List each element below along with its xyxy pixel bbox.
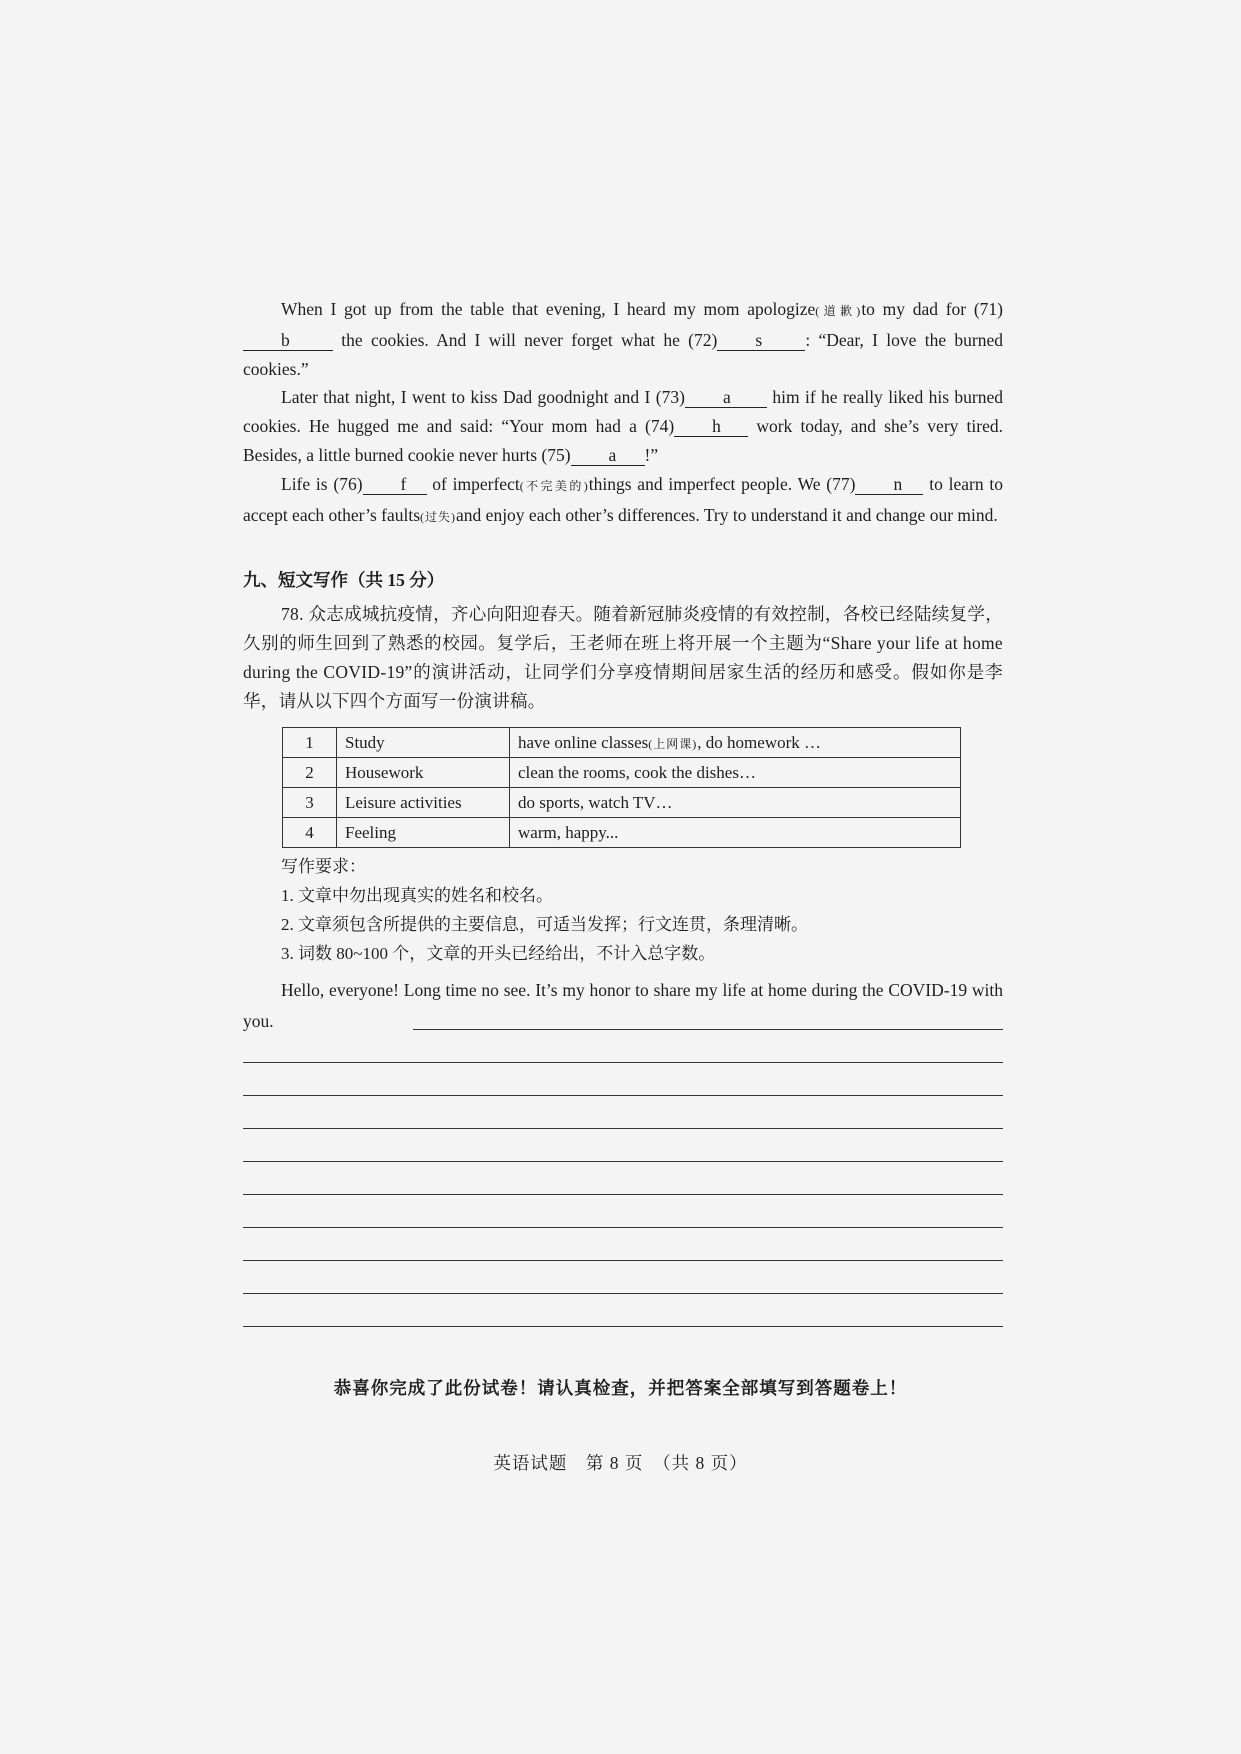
blank-72[interactable] [717, 330, 805, 351]
topics-row [283, 758, 961, 788]
topics-row [283, 818, 961, 848]
writing-line-9[interactable] [243, 1293, 1003, 1294]
writing-line-10[interactable] [243, 1326, 1003, 1327]
p3-text-3: things and imperfect people. We (77) [588, 474, 856, 494]
writing-prompt: 78. 众志成城抗疫情，齐心向阳迎春天。随着新冠肺炎疫情的有效控制，各校已经陆续复学，久别的师生回到了熟悉的校园。复学后，王老师在班上将开展一个主题为“Share your life at home during the COVID-19”的演讲活动，让同学们分享疫情期间居家生活的经历和感受。假如你是李华，请从以下四个方面写一份演讲稿。 [243, 604, 1003, 711]
topic-number: 3 [283, 788, 337, 818]
p2-text-4: !” [644, 445, 659, 465]
writing-line-6[interactable] [243, 1194, 1003, 1195]
writing-line-7[interactable] [243, 1227, 1003, 1228]
topic-name: Leisure activities [337, 788, 510, 818]
p3-note-faults: (过失) [420, 510, 457, 524]
essay-opening: Hello, everyone! Long time no see. It’s my honor to share my life at home during the COVID-19 with you. [243, 980, 1003, 1031]
topic-number: 4 [283, 818, 337, 848]
topic-detail-text: have online classes [518, 732, 649, 752]
passage-paragraph-1 [243, 295, 1003, 384]
p3-text-2: of imperfect [426, 474, 520, 494]
blank-73[interactable] [685, 387, 767, 408]
p1-note-apologize: (道歉) [815, 304, 862, 318]
passage-paragraph-3 [243, 470, 1003, 532]
blank-76-hint: f [400, 474, 407, 494]
blank-76[interactable] [363, 474, 427, 495]
topic-name: Feeling [337, 818, 510, 848]
blank-74-hint: h [712, 416, 721, 436]
topic-detail-note: (上网课) [648, 736, 698, 751]
topic-detail [510, 818, 961, 848]
p1-text-4: : “Dear, I love the burned cookies.” [243, 330, 1003, 379]
writing-line-4[interactable] [243, 1128, 1003, 1129]
section-title-writing: 九、短文写作（共 15 分） [243, 570, 445, 590]
blank-75[interactable] [571, 445, 645, 466]
writing-line-3[interactable] [243, 1095, 1003, 1096]
p3-note-imperfect: (不完美的) [519, 479, 589, 493]
writing-line-1[interactable] [413, 1029, 1003, 1030]
p1-text-2: to my dad for (71) [861, 299, 1003, 319]
requirements-title: 写作要求： [281, 857, 366, 876]
topics-table [282, 727, 961, 848]
writing-requirements [243, 852, 1003, 968]
passage-paragraph-2 [243, 383, 1003, 470]
blank-72-hint: s [755, 330, 763, 350]
topic-detail-text: do sports, watch TV… [518, 792, 673, 812]
requirement-1: 1. 文章中勿出现真实的姓名和校名。 [281, 886, 553, 905]
writing-line-2[interactable] [243, 1062, 1003, 1063]
topic-number: 2 [283, 758, 337, 788]
topic-name: Study [337, 728, 510, 758]
p3-text-1: Life is (76) [281, 474, 363, 494]
topic-name: Housework [337, 758, 510, 788]
blank-77[interactable] [855, 474, 923, 495]
p2-text-3: work today, and she’s very tired. Besides, a little burned cookie never hurts (75) [243, 416, 1003, 465]
page-footer: 英语试题 第 8 页 （共 8 页） [493, 1453, 748, 1473]
blank-74[interactable] [674, 416, 748, 437]
requirement-3: 3. 词数 80~100 个，文章的开头已经给出，不计入总字数。 [281, 944, 716, 963]
topic-detail [510, 788, 961, 818]
topic-number: 1 [283, 728, 337, 758]
blank-77-hint: n [893, 474, 903, 494]
topic-detail-text: clean the rooms, cook the dishes… [518, 762, 756, 782]
p1-text-3: the cookies. And I will never forget what he (72) [333, 330, 718, 350]
writing-line-8[interactable] [243, 1260, 1003, 1261]
p2-text-2: him if he really liked his burned cookies. He hugged me and said: “Your mom had a (74) [243, 387, 1004, 436]
topic-detail-tail: , do homework … [697, 732, 822, 752]
blank-75-hint: a [608, 445, 617, 465]
blank-73-hint: a [722, 387, 731, 407]
p3-text-4: to learn to accept each other’s faults [243, 474, 1003, 525]
blank-71-hint: b [281, 330, 290, 350]
writing-line-5[interactable] [243, 1161, 1003, 1162]
blank-71[interactable] [243, 330, 333, 351]
topic-detail [510, 728, 961, 758]
topic-detail-text: warm, happy... [518, 822, 619, 842]
topics-row [283, 728, 961, 758]
p2-text-1: Later that night, I went to kiss Dad goodnight and I (73) [281, 387, 685, 407]
closing-message: 恭喜你完成了此份试卷！请认真检查，并把答案全部填写到答题卷上！ [333, 1378, 908, 1398]
requirement-2: 2. 文章须包含所提供的主要信息，可适当发挥；行文连贯，条理清晰。 [281, 915, 808, 934]
p1-text-1: When I got up from the table that evening, I heard my mom apologize [281, 299, 816, 319]
p3-text-5: and enjoy each other’s differences. Try to understand it and change our mind. [456, 505, 998, 525]
topic-detail [510, 758, 961, 788]
topics-row [283, 788, 961, 818]
